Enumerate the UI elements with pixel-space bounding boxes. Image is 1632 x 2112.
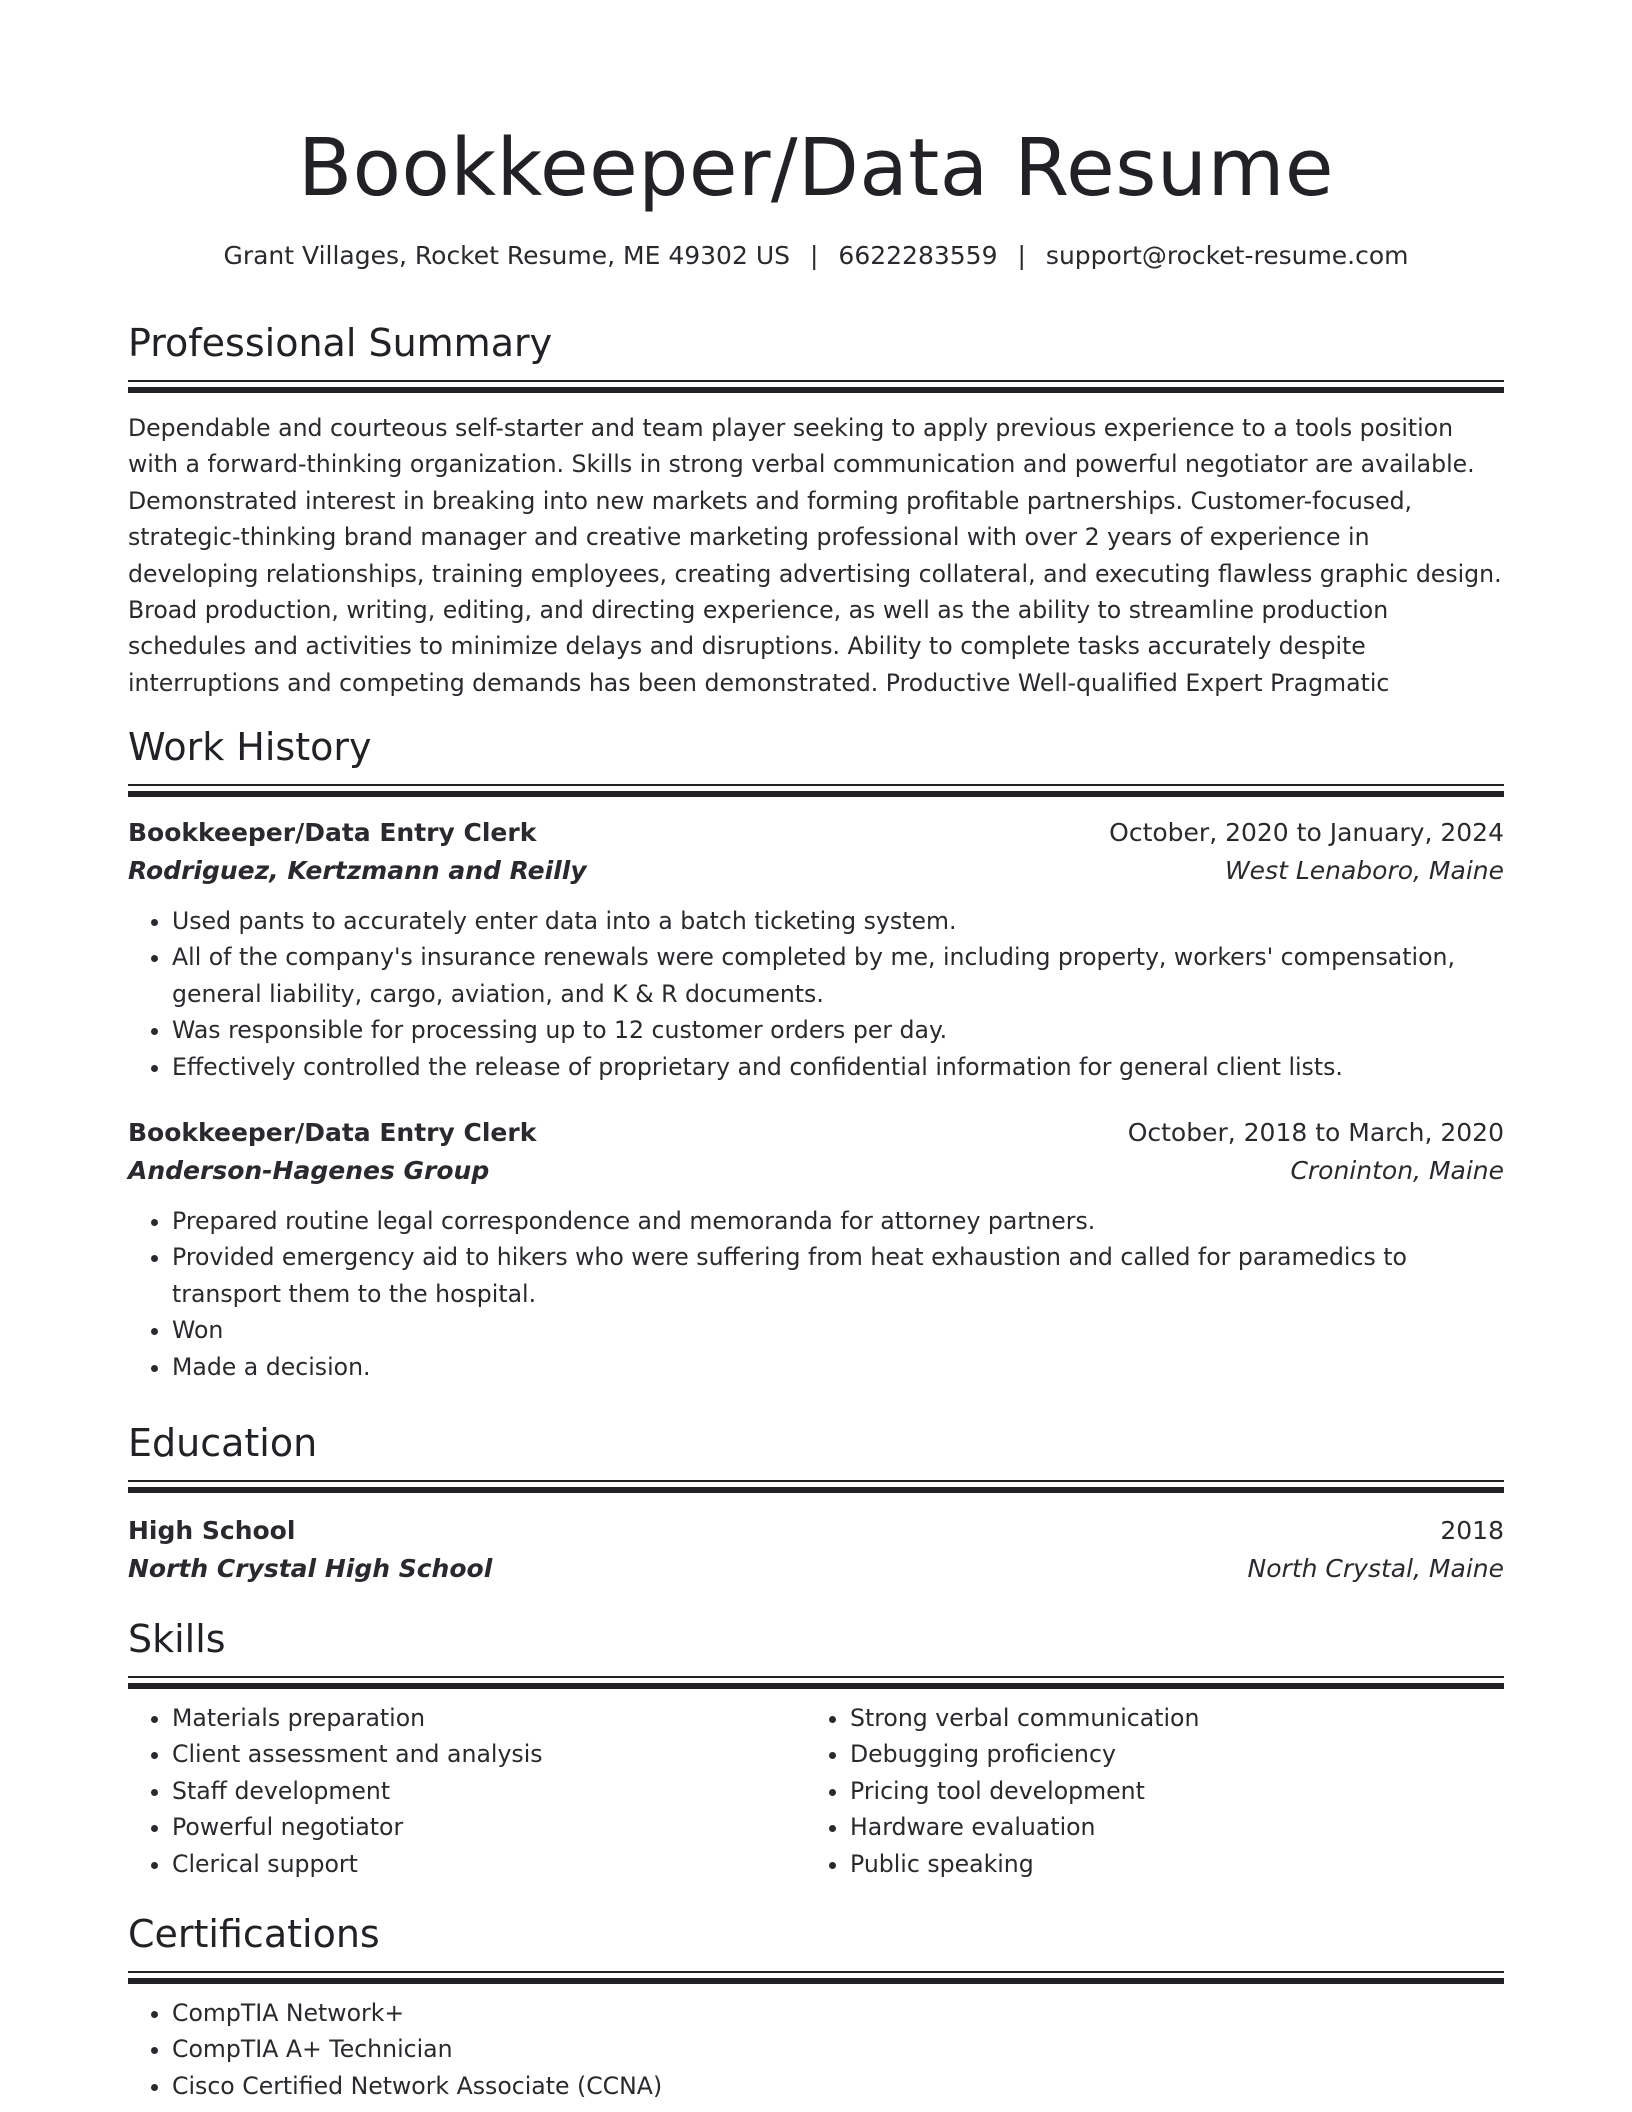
summary-section (128, 318, 1504, 701)
job-position: Bookkeeper/Data Entry Clerk (128, 1118, 537, 1148)
education-degree: High School (128, 1516, 296, 1545)
section-divider (128, 1480, 1504, 1494)
job-entry (128, 1114, 1504, 1385)
list-item: • Powerful negotiator (172, 1809, 812, 1845)
list-item: • Prepared routine legal correspondence and memoranda for attorney partners. (172, 1203, 1504, 1239)
list-item: • Used pants to accurately enter data into a batch ticketing system. (172, 903, 1504, 939)
skills-list-right (806, 1700, 1490, 1882)
contact-line (128, 238, 1504, 274)
contact-separator: | (1017, 241, 1026, 270)
certifications-list (128, 1995, 1504, 2104)
education-year: 2018 (1440, 1516, 1504, 1545)
job-entry (128, 814, 1504, 1085)
education-location: North Crystal, Maine (1247, 1554, 1504, 1583)
list-item: • CompTIA A+ Technician (172, 2031, 1504, 2067)
job-dates: October, 2018 to March, 2020 (1127, 1118, 1504, 1148)
job-location: West Lenaboro, Maine (1224, 856, 1504, 885)
section-heading-certifications: Certifications (128, 1912, 380, 1956)
list-item: • Provided emergency aid to hikers who were suffering from heat exhaustion and called for paramedics to transport them to the hospital. (172, 1239, 1504, 1312)
section-heading-skills: Skills (128, 1617, 226, 1661)
certifications-section (128, 1909, 1504, 2104)
section-divider (128, 1971, 1504, 1985)
list-item: • Client assessment and analysis (172, 1736, 812, 1772)
work-history-section (128, 722, 1504, 1385)
list-item: • Was responsible for processing up to 12 customer orders per day. (172, 1012, 1504, 1048)
section-divider (128, 784, 1504, 798)
education-entry (128, 1512, 1504, 1588)
job-bullets (128, 1203, 1504, 1385)
list-item: • Strong verbal communication (850, 1700, 1490, 1736)
contact-email: support@rocket-resume.com (1045, 241, 1409, 270)
section-heading-summary: Professional Summary (128, 321, 553, 365)
list-item: • Effectively controlled the release of proprietary and confidential information for general client lists. (172, 1049, 1504, 1085)
list-item: • CompTIA Network+ (172, 1995, 1504, 2031)
list-item: • Made a decision. (172, 1349, 1504, 1385)
job-bullets (128, 903, 1504, 1085)
job-dates: October, 2020 to January, 2024 (1109, 818, 1504, 847)
contact-address: Grant Villages, Rocket Resume, ME 49302 US (223, 241, 790, 270)
list-item: • All of the company's insurance renewals were completed by me, including property, workers' compensation, general liability, cargo, aviation, and K & R documents. (172, 939, 1504, 1012)
education-section (128, 1418, 1504, 1588)
list-item: • Hardware evaluation (850, 1809, 1490, 1845)
skills-list-left (128, 1700, 812, 1882)
job-location: Croninton, Maine (1290, 1156, 1504, 1186)
job-position: Bookkeeper/Data Entry Clerk (128, 818, 537, 847)
list-item: • Cisco Certified Network Associate (CCNA) (172, 2068, 1504, 2104)
list-item: • Won (172, 1312, 1504, 1348)
list-item: • Staff development (172, 1773, 812, 1809)
job-company: Anderson-Hagenes Group (128, 1156, 490, 1186)
skills-columns (128, 1700, 1504, 1890)
contact-phone: 6622283559 (838, 241, 998, 270)
resume-title: Bookkeeper/Data Resume (297, 122, 1335, 214)
section-divider (128, 380, 1504, 394)
job-company: Rodriguez, Kertzmann and Reilly (128, 856, 587, 885)
list-item: • Clerical support (172, 1846, 812, 1882)
section-heading-work-history: Work History (128, 725, 372, 769)
list-item: • Materials preparation (172, 1700, 812, 1736)
education-school: North Crystal High School (128, 1554, 493, 1583)
list-item: • Debugging proficiency (850, 1736, 1490, 1772)
contact-separator: | (809, 241, 819, 270)
section-divider (128, 1676, 1504, 1690)
skills-section (128, 1614, 1504, 1890)
summary-text: Dependable and courteous self-starter and team player seeking to apply previous experience to a tools position with a forward-thinking organization. Skills in strong verbal communication and powerful negotiator are available. Demonstrated interest in breaking into new markets and forming profitable partnerships. Customer-focused, strategic-thinking brand manager and creative marketing professional with over 2 years of experience in developing relationships, training employees, creating advertising collateral, and executing flawless graphic design. Broad production, writing, editing, and directing experience, as well as the ability to streamline production schedules and activities to minimize delays and disruptions. Ability to complete tasks accurately despite interruptions and competing demands has been demonstrated. Productive Well-qualified Expert Pragmatic (128, 414, 1502, 697)
list-item: • Pricing tool development (850, 1773, 1490, 1809)
section-heading-education: Education (128, 1421, 318, 1465)
list-item: • Public speaking (850, 1846, 1490, 1882)
